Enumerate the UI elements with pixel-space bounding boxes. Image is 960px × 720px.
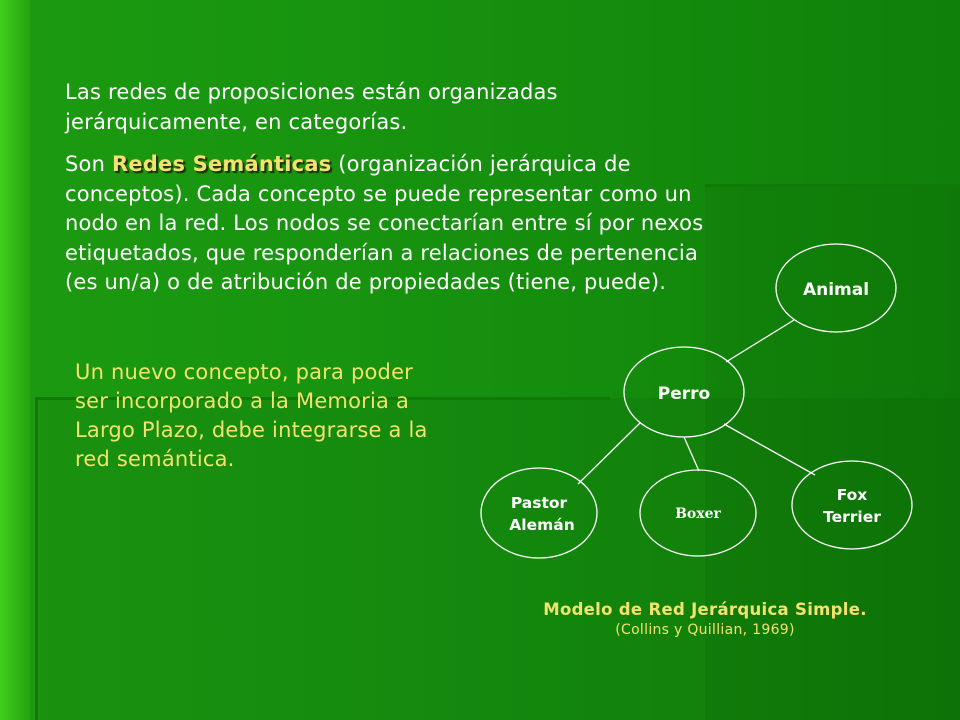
edge-perro-pastor <box>578 423 640 484</box>
edge-perro-boxer <box>684 437 699 471</box>
diagram-caption <box>470 600 940 638</box>
definition-prefix: Son <box>65 152 112 176</box>
memory-paragraph: Un nuevo concepto, para poder ser incorporado a la Memoria a Largo Plazo, debe integrarse a la red semántica. <box>75 360 428 471</box>
node-boxer-label: Boxer <box>675 506 721 522</box>
node-pastor-label-line1: Pastor <box>510 494 568 512</box>
intro-paragraph: Las redes de proposiciones están organizadas jerárquicamente, en categorías. <box>65 80 558 134</box>
edge-animal-perro <box>726 320 794 362</box>
node-fox-label-line1: Fox <box>836 486 868 504</box>
node-pastor-aleman <box>481 468 597 558</box>
definition-text: (organización jerárquica de conceptos). Cada concepto se puede representar como un nodo en la red. Los nodos se conectarían entre sí por nexos etiquetados, que responderían a relaciones de pertenencia (es un/a) o de atribución de propiedades (tiene, puede). <box>65 152 704 294</box>
node-animal-label: Animal <box>802 280 870 300</box>
node-fox-terrier <box>792 461 912 549</box>
keyword-redes-semanticas: Redes Semánticas <box>111 152 332 176</box>
node-perro-label: Perro <box>657 384 711 404</box>
node-fox-label-line2: Terrier <box>823 508 881 526</box>
caption-citation: (Collins y Quillian, 1969) <box>615 622 795 638</box>
node-pastor-label-line2: Alemán <box>509 516 575 534</box>
edge-perro-fox <box>724 424 815 475</box>
caption-title: Modelo de Red Jerárquica Simple. <box>543 600 867 619</box>
